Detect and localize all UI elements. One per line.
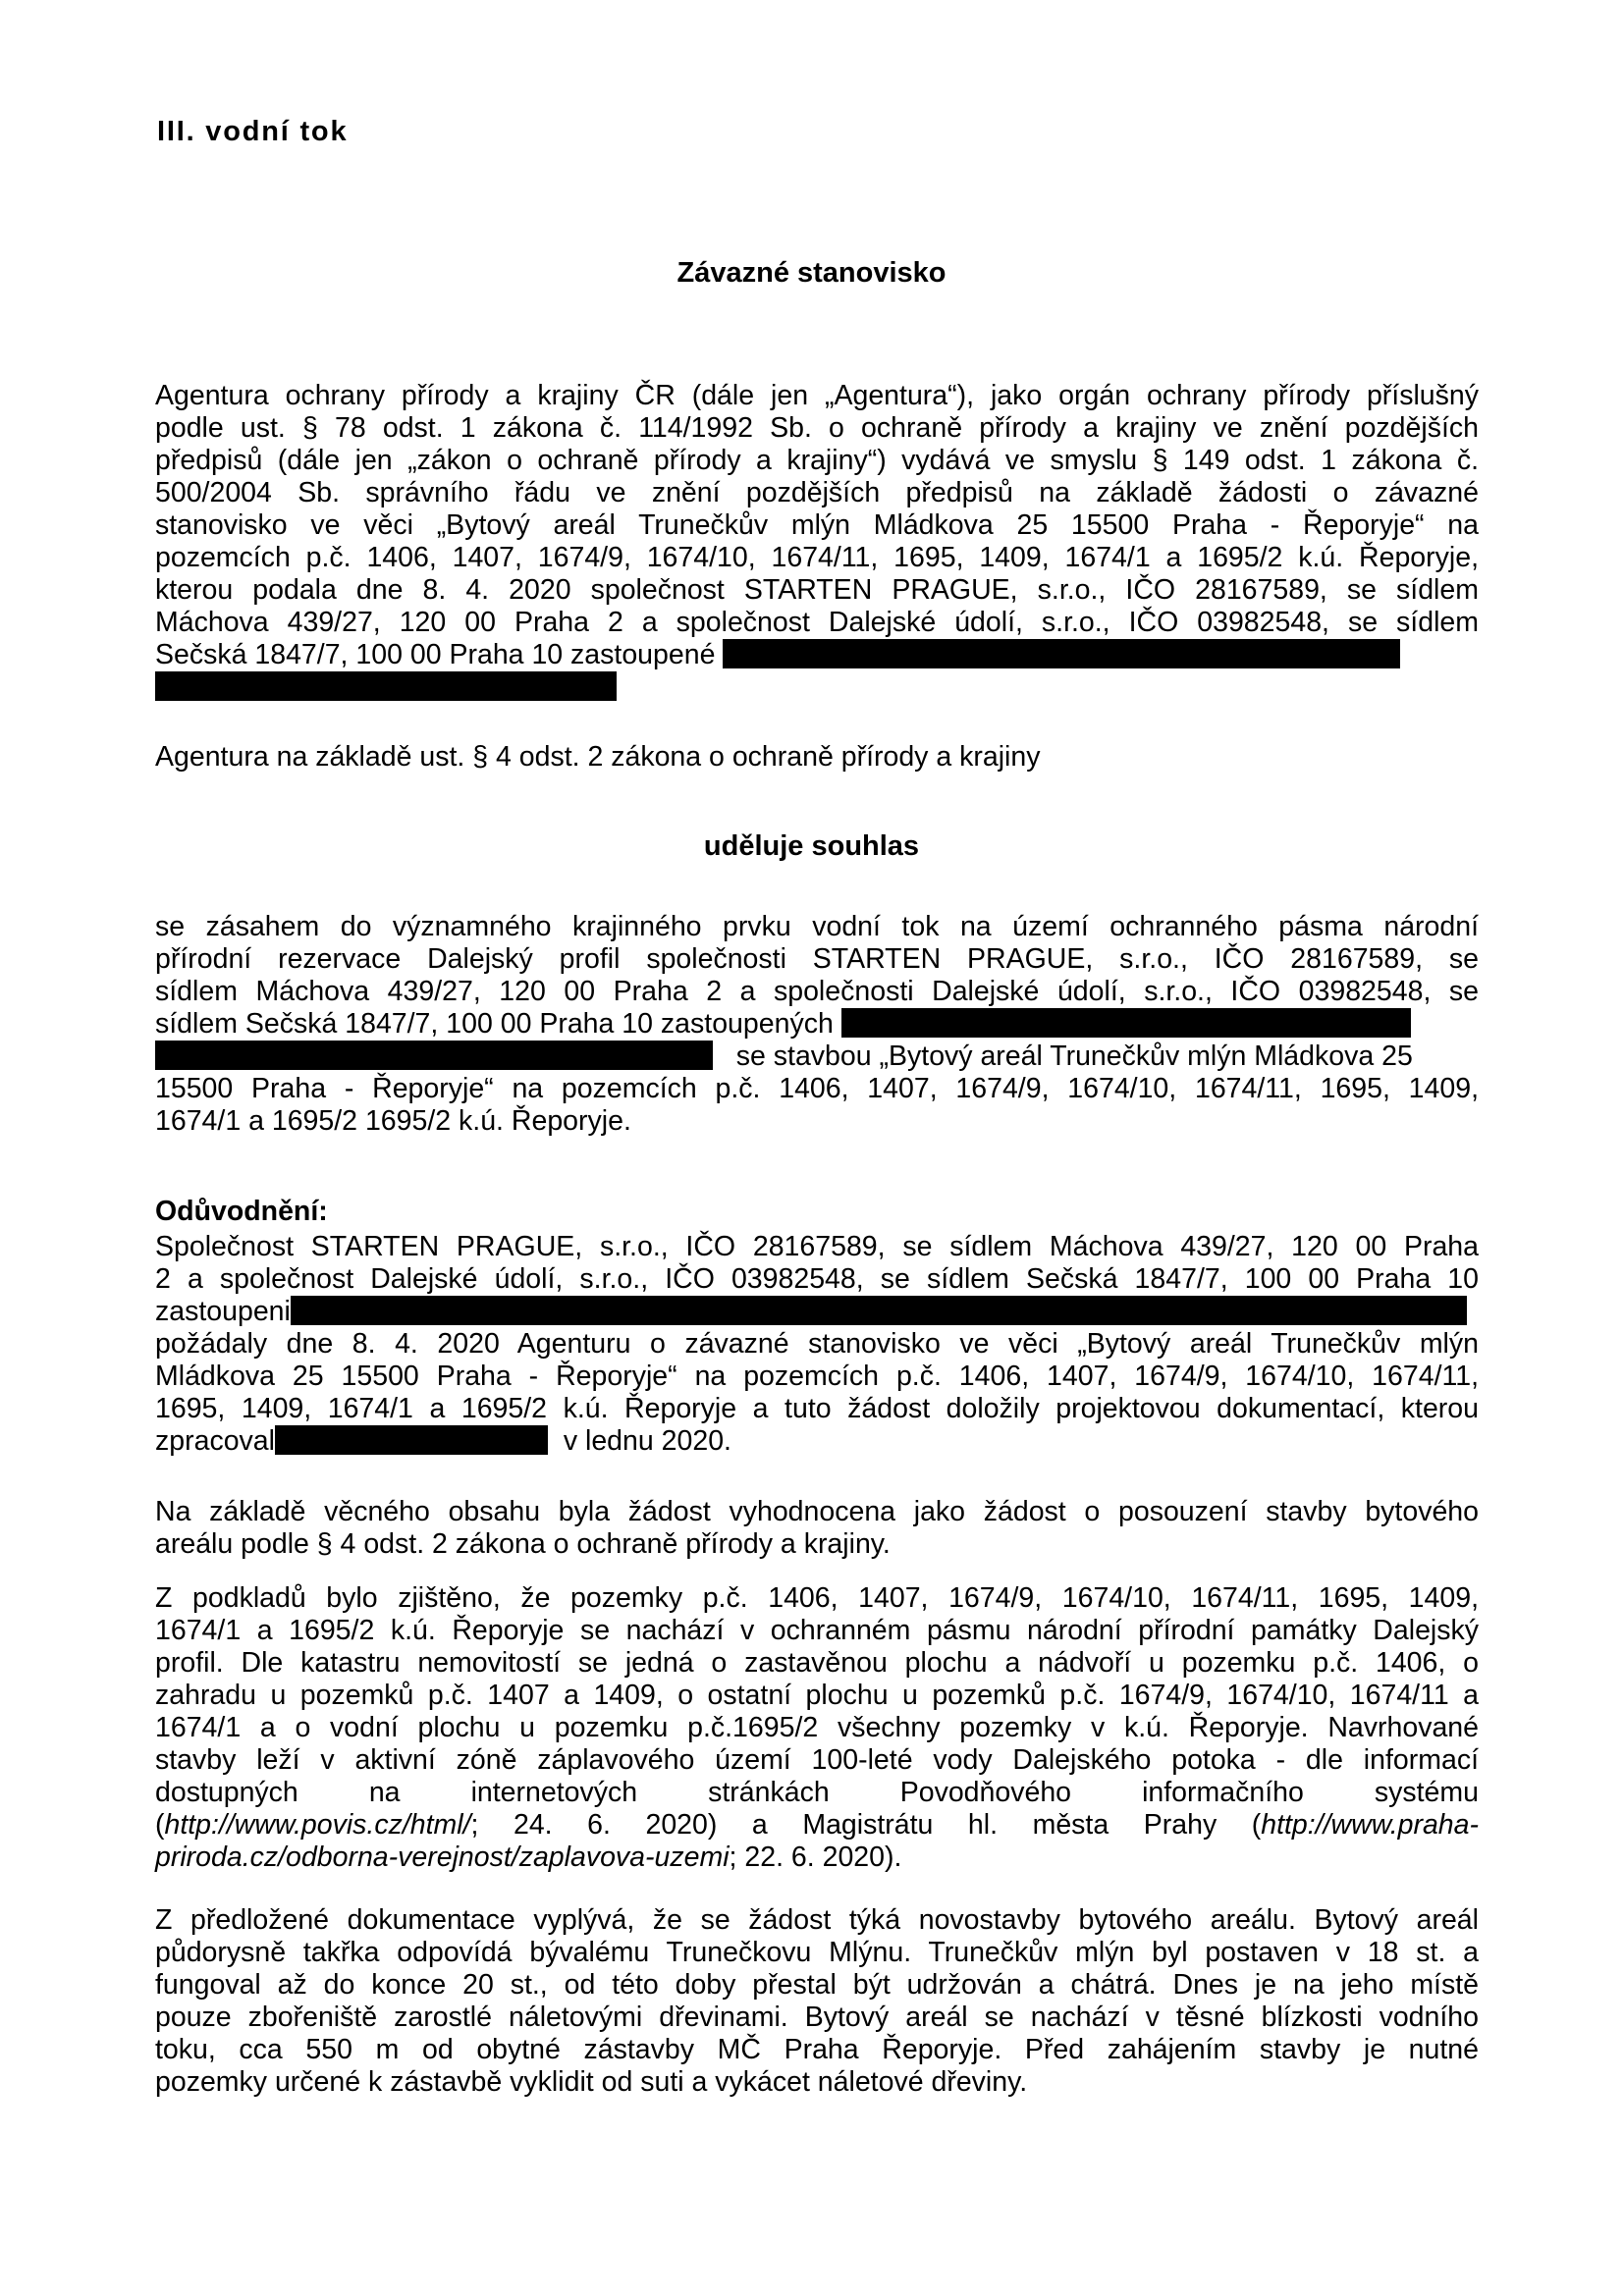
text-line: 1674/1 a 1695/2 k.ú. Řeporyje se nachází v ochranném pásmu národní přírodní památky Dalejský — [155, 1615, 1479, 1646]
text-line: předpisů (dále jen „zákon o ochraně přírody a krajiny“) vydává ve smyslu § 149 odst. 1 zákona č. — [155, 445, 1479, 476]
text-line: přírodní rezervace Dalejský profil společnosti STARTEN PRAGUE, s.r.o., IČO 28167589, se — [155, 943, 1479, 975]
reasoning-paragraph — [155, 1231, 1479, 1458]
decision-paragraph — [155, 911, 1479, 1138]
redaction-bar — [155, 1041, 713, 1070]
text-line — [155, 671, 1479, 704]
text-line: 2 a společnost Dalejské údolí, s.r.o., IČO 03982548, se sídlem Sečská 1847/7, 100 00 Praha 10 — [155, 1263, 1479, 1295]
text-line: profil. Dle katastru nemovitostí se jedná o zastavěnou plochu a nádvoří u pozemku p.č. 1406, o — [155, 1647, 1479, 1679]
section-label: III. vodní tok — [157, 116, 349, 147]
text-line: pozemky určené k zástavbě vyklidit od suti a vykácet náletové dřeviny. — [155, 2066, 1028, 2098]
text-line: Z předložené dokumentace vyplývá, že se žádost týká novostavby bytového areálu. Bytový areál — [155, 1904, 1479, 1936]
text-segment: se stavbou „Bytový areál Trunečkův mlýn Mládkova 25 — [735, 1041, 1413, 1072]
text-line: požádaly dne 8. 4. 2020 Agenturu o závazné stanovisko ve věci „Bytový areál Trunečkův mlýn — [155, 1328, 1479, 1360]
source-link[interactable]: http://www.praha- — [1261, 1809, 1479, 1841]
text-line: 1695, 1409, 1674/1 a 1695/2 k.ú. Řeporyje a tuto žádost doložily projektovou dokumentací, kterou — [155, 1393, 1479, 1424]
text-segment: ( — [155, 1809, 165, 1841]
text-line: fungoval až do konce 20 st., od této doby přestal být udržován a chátrá. Dnes je na jeho místě — [155, 1969, 1479, 2001]
text-line: 500/2004 Sb. správního řádu ve znění pozdějších předpisů na základě žádosti o závazné — [155, 477, 1479, 508]
text-line: půdorysně takřka odpovídá bývalému Trunečkovu Mlýnu. Trunečkův mlýn byl postaven v 18 st. a — [155, 1937, 1479, 1968]
decision-heading: uděluje souhlas — [703, 830, 920, 862]
text-line: areálu podle § 4 odst. 2 zákona o ochraně přírody a krajiny. — [155, 1528, 891, 1560]
project-paragraph — [155, 1904, 1479, 2099]
text-line — [155, 1842, 1479, 1874]
text-line: dostupných na internetových stránkách Povodňového informačního systému — [155, 1777, 1479, 1808]
text-line: Agentura ochrany přírody a krajiny ČR (dále jen „Agentura“), jako orgán ochrany přírody příslušný — [155, 380, 1479, 411]
redaction-bar — [291, 1296, 1467, 1325]
source-link[interactable]: priroda.cz/odborna-verejnost/zaplavova-uzemi — [155, 1842, 730, 1873]
redaction-bar — [275, 1425, 548, 1455]
redaction-bar — [723, 639, 1400, 668]
text-line: Odůvodnění: — [155, 1196, 328, 1227]
text-line — [155, 1296, 1479, 1328]
legal-basis — [155, 741, 1479, 774]
text-line: zahradu u pozemků p.č. 1407 a 1409, o ostatní plochu u pozemků p.č. 1674/9, 1674/10, 1674/11 a — [155, 1680, 1479, 1711]
text-line — [155, 639, 1479, 671]
text-line — [155, 1008, 1479, 1041]
text-line: sídlem Máchova 439/27, 120 00 Praha 2 a společnosti Dalejské údolí, s.r.o., IČO 03982548, se — [155, 976, 1479, 1007]
text-line: 1674/1 a 1695/2 1695/2 k.ú. Řeporyje. — [155, 1105, 631, 1137]
text-line: kterou podala dne 8. 4. 2020 společnost STARTEN PRAGUE, s.r.o., IČO 28167589, se sídlem — [155, 574, 1479, 606]
redaction-bar — [155, 671, 617, 701]
text-line: podle ust. § 78 odst. 1 zákona č. 114/1992 Sb. o ochraně přírody a krajiny ve znění pozdějších — [155, 412, 1479, 444]
text-line: Mládkova 25 15500 Praha - Řeporyje“ na pozemcích p.č. 1406, 1407, 1674/9, 1674/10, 1674/11, — [155, 1361, 1479, 1392]
text-segment: ; 24. 6. 2020) a Magistrátu hl. města Prahy ( — [470, 1809, 1262, 1841]
text-line: Z podkladů bylo zjištěno, že pozemky p.č. 1406, 1407, 1674/9, 1674/10, 1674/11, 1695, 1409, — [155, 1582, 1479, 1614]
reasoning-heading — [155, 1196, 1479, 1228]
text-segment: zpracoval — [155, 1425, 275, 1457]
text-line: Máchova 439/27, 120 00 Praha 2 a společnost Dalejské údolí, s.r.o., IČO 03982548, se sídlem — [155, 607, 1479, 638]
text-line: se zásahem do významného krajinného prvku vodní tok na území ochranného pásma národní — [155, 911, 1479, 942]
text-line — [155, 1425, 1479, 1458]
text-line: Agentura na základě ust. § 4 odst. 2 zákona o ochraně přírody a krajiny — [155, 741, 1041, 773]
text-line: 1674/1 a o vodní plochu u pozemku p.č.1695/2 všechny pozemky v k.ú. Řeporyje. Navrhované — [155, 1712, 1479, 1743]
text-line: pozemcích p.č. 1406, 1407, 1674/9, 1674/10, 1674/11, 1695, 1409, 1674/1 a 1695/2 k.ú. Řeporyje, — [155, 542, 1479, 573]
intro-paragraph — [155, 380, 1479, 704]
text-line: Na základě věcného obsahu byla žádost vyhodnocena jako žádost o posouzení stavby bytového — [155, 1496, 1479, 1527]
text-segment: sídlem Sečská 1847/7, 100 00 Praha 10 zastoupených — [155, 1008, 834, 1040]
text-line: pouze zbořeniště zarostlé náletovými dřevinami. Bytový areál se nachází v těsné blízkosti vodního — [155, 2002, 1479, 2033]
source-link[interactable]: http://www.povis.cz/html/ — [164, 1809, 471, 1841]
text-line — [155, 1809, 1479, 1842]
text-line: toku, cca 550 m od obytné zástavby MČ Praha Řeporyje. Před zahájením stavby je nutné — [155, 2034, 1479, 2065]
assessment-paragraph — [155, 1496, 1479, 1561]
text-segment: Sečská 1847/7, 100 00 Praha 10 zastoupené — [155, 639, 716, 670]
text-segment: ; 22. 6. 2020). — [729, 1842, 902, 1873]
findings-paragraph — [155, 1582, 1479, 1874]
text-line: 15500 Praha - Řeporyje“ na pozemcích p.č. 1406, 1407, 1674/9, 1674/10, 1674/11, 1695, 1409, — [155, 1073, 1479, 1104]
text-line: Společnost STARTEN PRAGUE, s.r.o., IČO 28167589, se sídlem Máchova 439/27, 120 00 Praha — [155, 1231, 1479, 1262]
document-title: Závazné stanovisko — [676, 257, 947, 289]
text-segment: zastoupeni — [155, 1296, 291, 1327]
text-segment: v lednu 2020. — [563, 1425, 731, 1457]
text-line: stanovisko ve věci „Bytový areál Trunečkův mlýn Mládkova 25 15500 Praha - Řeporyje“ na — [155, 509, 1479, 541]
redaction-bar — [841, 1008, 1411, 1038]
text-line — [155, 1041, 1479, 1073]
text-line: stavby leží v aktivní zóně záplavového území 100-leté vody Dalejského potoka - dle informací — [155, 1744, 1479, 1776]
